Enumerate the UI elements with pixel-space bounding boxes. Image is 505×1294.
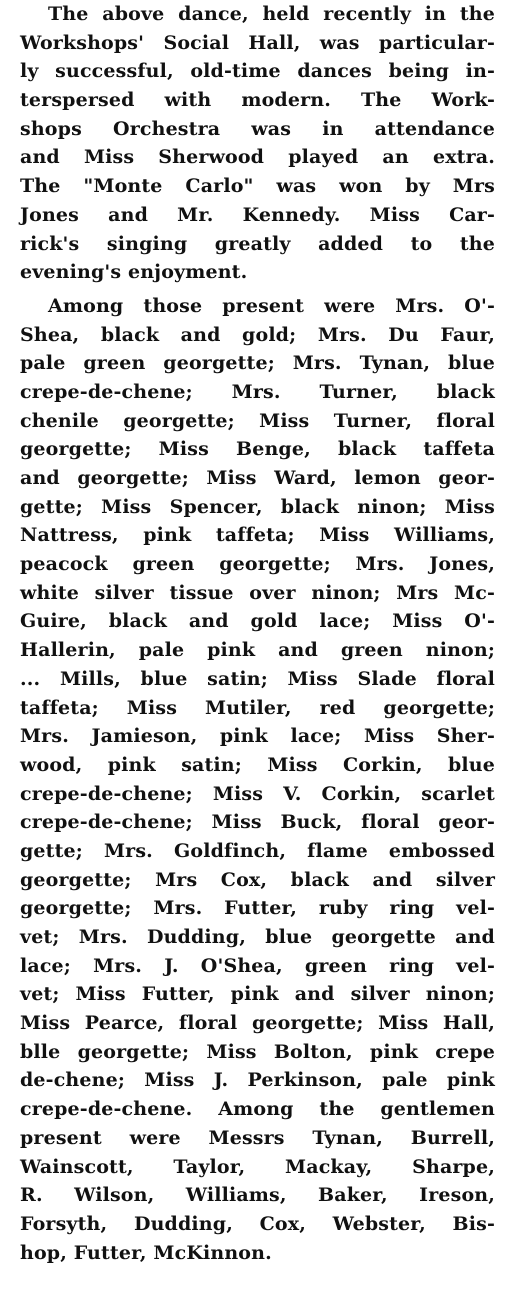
text-line: hop, Futter, McKinnon.	[20, 1241, 272, 1264]
text-line: georgette; Mrs Cox, black and silver	[20, 868, 495, 891]
text-line: wood, pink satin; Miss Corkin, blue	[20, 753, 495, 776]
text-line: Among those present were Mrs. O'-	[48, 294, 495, 317]
text-line: R. Wilson, Williams, Baker, Ireson,	[20, 1184, 495, 1207]
text-line: white silver tissue over ninon; Mrs Mc-	[20, 581, 495, 604]
text-line: Jones and Mr. Kennedy. Miss Car-	[20, 203, 495, 226]
paragraph-attendees	[20, 292, 495, 1267]
text-line: present were Messrs Tynan, Burrell,	[20, 1126, 495, 1149]
text-line: chenile georgette; Miss Turner, floral	[20, 409, 495, 432]
text-line: Nattress, pink taffeta; Miss Williams,	[20, 524, 495, 547]
text-line: de-chene; Miss J. Perkinson, pale pink	[20, 1069, 495, 1092]
text-line: The above dance, held recently in the	[48, 3, 495, 25]
text-line: evening's enjoyment.	[20, 261, 248, 284]
text-line: blle georgette; Miss Bolton, pink crepe	[20, 1040, 495, 1063]
text-line: lace; Mrs. J. O'Shea, green ring vel-	[20, 954, 495, 977]
text-line: crepe-de-chene. Among the gentlemen	[20, 1098, 495, 1121]
text-line: taffeta; Miss Mutiler, red georgette;	[20, 696, 495, 719]
text-line: crepe-de-chene; Miss V. Corkin, scarlet	[20, 782, 495, 805]
text-line: ... Mills, blue satin; Miss Slade floral	[20, 667, 495, 690]
text-line: The "Monte Carlo" was won by Mrs	[20, 175, 495, 198]
text-line: crepe-de-chene; Mrs. Turner, black	[20, 380, 495, 403]
text-line: and Miss Sherwood played an extra.	[20, 146, 495, 169]
text-line: peacock green georgette; Mrs. Jones,	[20, 553, 495, 576]
text-line: pale green georgette; Mrs. Tynan, blue	[20, 352, 495, 375]
text-line: Wainscott, Taylor, Mackay, Sharpe,	[20, 1155, 495, 1178]
text-line: terspersed with modern. The Work-	[20, 89, 495, 112]
text-line: shops Orchestra was in attendance	[20, 117, 495, 140]
text-line: Workshops' Social Hall, was particular-	[20, 31, 495, 54]
text-line: Hallerin, pale pink and green ninon;	[20, 639, 495, 662]
text-line: gette; Mrs. Goldfinch, flame embossed	[20, 839, 495, 862]
text-line: Mrs. Jamieson, pink lace; Miss Sher-	[20, 725, 495, 748]
text-line: rick's singing greatly added to the	[20, 232, 495, 255]
paragraph-dance-report	[20, 0, 495, 287]
text-line: Forsyth, Dudding, Cox, Webster, Bis-	[20, 1212, 495, 1235]
text-line: crepe-de-chene; Miss Buck, floral geor-	[20, 811, 495, 834]
text-line: Shea, black and gold; Mrs. Du Faur,	[20, 323, 495, 346]
text-line: vet; Mrs. Dudding, blue georgette and	[20, 926, 495, 948]
text-line: and georgette; Miss Ward, lemon geor-	[20, 467, 495, 489]
text-line: vet; Miss Futter, pink and silver ninon;	[20, 983, 495, 1006]
text-line: Miss Pearce, floral georgette; Miss Hall,	[20, 1012, 495, 1035]
text-line: ly successful, old-time dances being in-	[20, 60, 495, 83]
text-line: georgette; Miss Benge, black taffeta	[20, 438, 495, 461]
text-line: gette; Miss Spencer, black ninon; Miss	[20, 495, 495, 518]
text-line: georgette; Mrs. Futter, ruby ring vel-	[20, 897, 495, 920]
text-line: Guire, black and gold lace; Miss O'-	[20, 610, 495, 633]
